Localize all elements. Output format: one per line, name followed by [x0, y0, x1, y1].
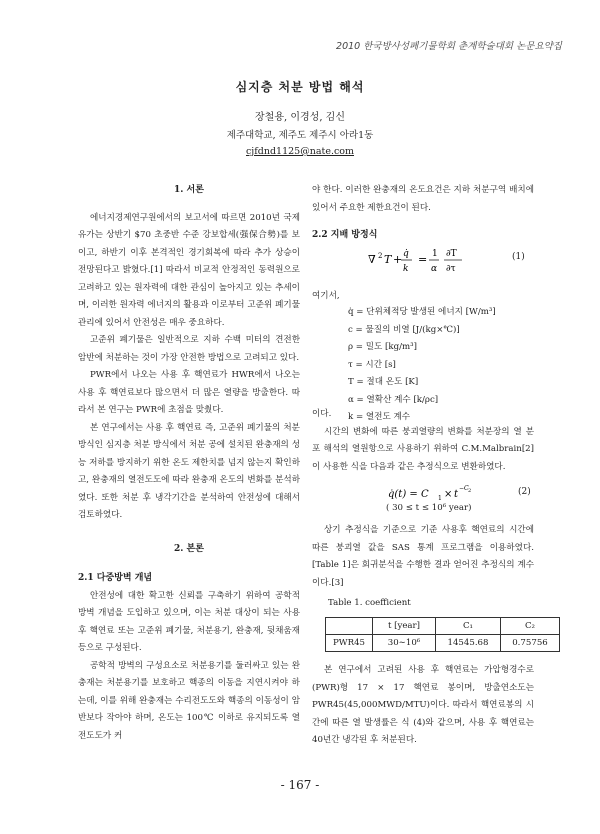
running-header: 2010 한국방사성폐기물학회 춘계학술대회 논문요약집: [336, 41, 562, 52]
coefficient-table: [325, 617, 560, 652]
table-header-cell: C₂: [501, 618, 560, 635]
subsection-2-2-heading: 2.2 지배 방정식: [312, 230, 378, 240]
svg-text:∂τ: ∂τ: [446, 264, 456, 274]
svg-text:∂T: ∂T: [446, 249, 457, 259]
equation-2-range: ( 30 ≤ t ≤ 10⁶ year): [386, 503, 472, 513]
paragraph: 시간의 변화에 따른 붕괴열량의 변화를 처분장의 열 분포 해석의 열원항으로 사용하기 위하여 C.M.Malbrain[2]이 사용한 식을 다음과 같은 추정식으로 변환하였다.: [312, 426, 534, 472]
svg-text:α: α: [431, 264, 438, 274]
table-header-cell: [326, 618, 373, 635]
paragraph: 상기 추정식을 기준으로 기준 사용후 핵연료의 시간에 따른 붕괴열 값을 SAS 통계 프로그램을 이용하였다. [Table 1]은 회귀분석을 수행한 결과 얻어진 추정식의 계수이다.[3]: [312, 525, 534, 588]
table-cell: PWR45: [326, 635, 373, 652]
paper-title: 심지층 처분 방법 해석: [235, 80, 365, 94]
definition-item: T = 절대 온도 [K]: [348, 377, 419, 387]
email-link[interactable]: cjfdnd1125@nate.com: [245, 146, 355, 157]
email[interactable]: [0, 146, 600, 157]
definition-item: α = 열확산 계수 [k/ρc]: [348, 394, 439, 405]
svg-text:∇: ∇: [368, 253, 376, 266]
definition-item: τ = 시간 [s]: [348, 359, 396, 370]
paragraph: 본 연구에서 고려된 사용 후 핵연료는 가압형경수로(PWR)형 17 × 17 핵연료 봉이며, 방출연소도는 PWR45(45,000MWD/MTU)이다. 따라서 핵연료봉의 시간에 따른 열 발생률은 식 (4)와 같으며, 사용 후 핵연료는 40년간 냉각된 후 처분된다.: [312, 665, 534, 745]
svg-text:2: 2: [378, 252, 383, 260]
left-column: [78, 182, 300, 745]
table-header-cell: t [year]: [373, 618, 436, 635]
right-column-mid: [312, 406, 534, 476]
where-label-block: [312, 288, 534, 306]
table-cell: 0.75756: [501, 635, 560, 652]
svg-text:q̇: q̇: [403, 249, 409, 259]
table-header-row: [326, 618, 560, 635]
table-caption: Table 1. coefficient: [328, 598, 411, 608]
equation-2-number: (2): [518, 487, 531, 497]
svg-text:+: +: [393, 253, 403, 266]
svg-text:×: ×: [444, 489, 453, 500]
paragraph: 이다.: [312, 409, 332, 419]
table-cell: 30∼10⁶: [373, 635, 436, 652]
svg-text:=: =: [418, 253, 428, 266]
table-row: [326, 635, 560, 652]
svg-text:−C: −C: [459, 485, 469, 492]
equation-1-formula: [368, 244, 488, 276]
affiliation: 제주대학교, 제주도 제주시 아라1동: [226, 130, 374, 141]
section-1-heading: 1. 서론: [174, 185, 204, 195]
svg-text:1: 1: [438, 495, 442, 502]
where-label: 여기서,: [312, 291, 340, 301]
right-column-top: [312, 182, 534, 245]
table-header-cell: C₁: [436, 618, 501, 635]
definition-item: k = 열전도 계수: [348, 412, 411, 422]
paragraph: 안전성에 대한 확고한 신뢰를 구축하기 위하여 공학적 방벽 개념을 도입하고 있으며, 이는 처분 대상이 되는 사용 후 핵연료 또는 고준위 폐기물, 처분용기, 완충재, 뒷채움재 등으로 구성된다.: [78, 590, 300, 653]
svg-text:T: T: [384, 253, 392, 266]
equation-1: [368, 244, 488, 279]
section-2-heading: 2. 본론: [174, 543, 204, 554]
right-column-lower: [312, 522, 534, 592]
svg-text:1: 1: [432, 249, 438, 259]
paragraph: 본 연구에서는 사용 후 핵연료 즉, 고준위 폐기물의 처분 방식인 심지층 처분 방식에서 처분 공에 설치된 완충재의 성능 저하를 방지하기 위한 온도 제한치를 넘지 않는지 확인하고, 완충재의 열전도도에 따라 완충재 온도의 변화를 분석하였다. 또한 처분 후 냉각기간을 분석하여 안전성에 대해서 검토하였다.: [78, 422, 300, 520]
subsection-2-1-heading: 2.1 다중방벽 개념: [78, 573, 153, 583]
page-number: - 167 -: [280, 778, 320, 792]
paragraph: 에너지경제연구원에서의 보고서에 따르면 2010년 국제유가는 상반기 $70 초중반 수준 강보합세(强保合勢)를 보이고, 하반기 이후 본격적인 경기회복에 따라 추가 상승이 전망된다고 밝혔다.[1] 따라서 비교적 안정적인 동력원으로 고려하고 있는 원자력에 대한 관심이 높아지고 있는 추세이며, 이러한 원자력 에너지의 활용과 이로부터 고준위 폐기물 관리에 있어서 안전성은 매우 중요하다.: [78, 212, 300, 328]
definition-item: c = 물질의 비열 [J/(kg×℃)]: [348, 324, 460, 335]
equation-1-number: (1): [512, 252, 525, 262]
paragraph: 공학적 방벽의 구성요소로 처분용기를 둘러싸고 있는 완충재는 처분용기를 보호하고 핵종의 이동을 지연시켜야 하는데, 이를 위해 완충재는 수리전도도와 핵종의 이동성이 암반보다 작아야 하며, 온도는 100℃ 이하로 유지되도록 열전도도가 커: [78, 660, 300, 741]
definition-item: ρ = 밀도 [kg/m³]: [348, 342, 417, 352]
right-column-bottom: [312, 662, 534, 750]
table-cell: 14545.68: [436, 635, 501, 652]
paragraph: 야 한다. 이러한 완충재의 온도요건은 지하 처분구역 배치에 있어서 주요한 제한요건이 된다.: [312, 185, 534, 213]
svg-text:q̇(t) = C: q̇(t) = C: [388, 489, 429, 500]
svg-text:k: k: [403, 264, 409, 274]
paragraph: PWR에서 나오는 사용 후 핵연료가 HWR에서 나오는 사용 후 핵연료보다 많으면서 더 많은 열량을 방출한다. 따라서 본 연구는 PWR에 초점을 맞췄다.: [78, 370, 300, 415]
definition-item: q̇ = 단위체적당 발생된 에너지 [W/m³]: [348, 307, 496, 317]
svg-text:2: 2: [468, 488, 472, 494]
equation-2-formula: [388, 482, 488, 504]
authors: 장철용, 이경성, 김신: [255, 112, 345, 123]
paragraph: 고준위 폐기물은 일반적으로 지하 수백 미터의 견전한 암반에 처분하는 것이 가장 안전한 방법으로 고려되고 있다.: [78, 335, 300, 363]
svg-text:t: t: [454, 489, 459, 500]
